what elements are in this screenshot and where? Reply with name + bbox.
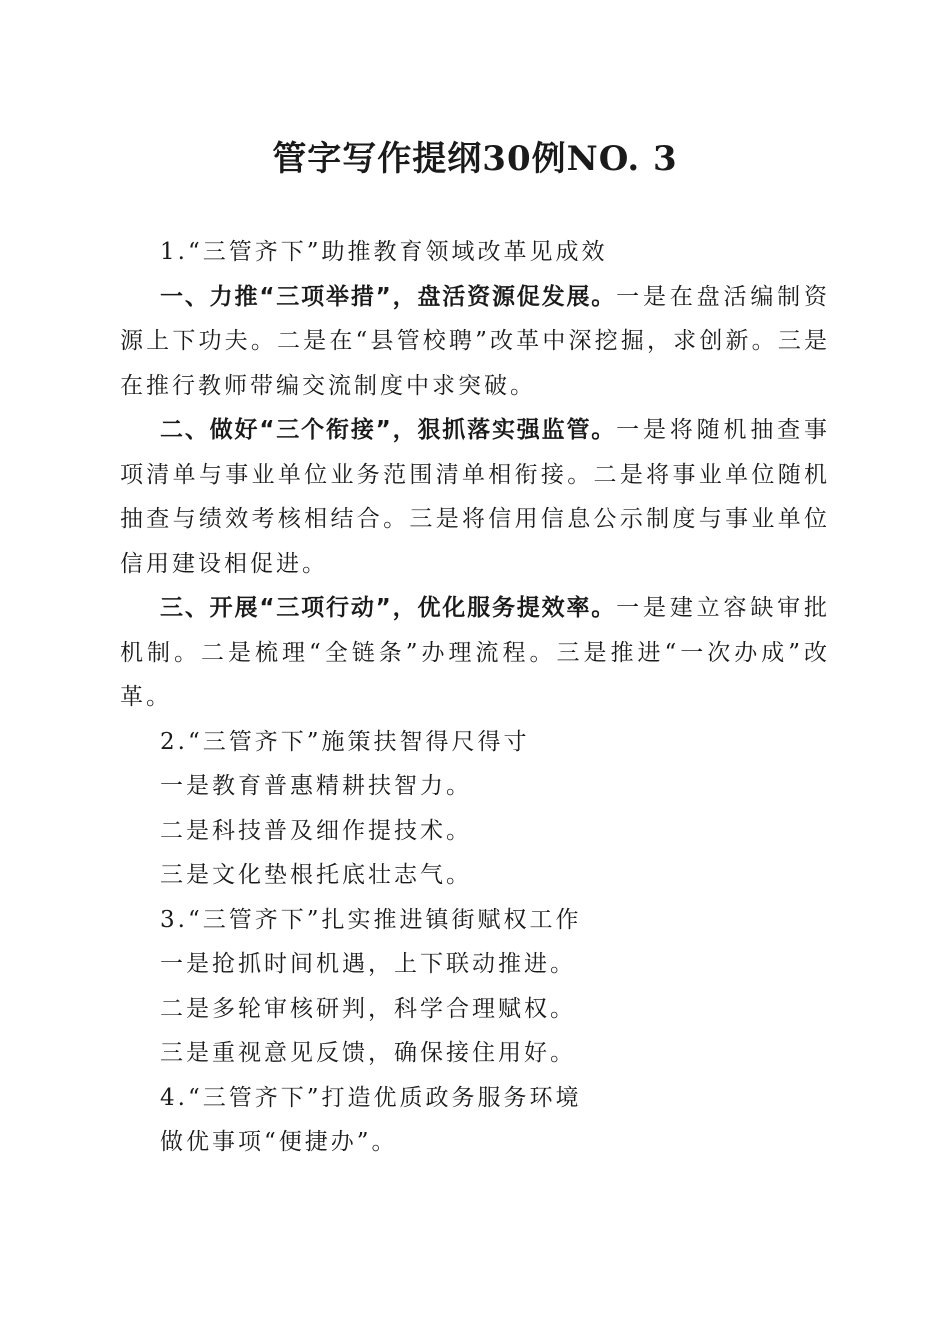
section-heading: 4.“三管齐下”打造优质政务服务环境 — [160, 1084, 582, 1111]
section-heading: 3.“三管齐下”扎实推进镇街赋权工作 — [160, 906, 582, 933]
list-item: 二是科技普及细作提技术。 — [160, 817, 472, 844]
paragraph-text: 一是将随机抽查事项清单与事业单位业务范围清单相衔接。二是将事业单位随机抽查与绩效考核相结合。三是将信用信息公示制度与事业单位信用建设相促进。 — [120, 417, 831, 577]
list-item: 二是多轮审核研判，科学合理赋权。 — [160, 995, 576, 1022]
paragraph-lead: 三、开展“三项行动”，优化服务提效率。 — [160, 595, 617, 621]
document-body — [120, 230, 830, 1165]
paragraph — [120, 408, 830, 586]
paragraph-text: 一是在盘活编制资源上下功夫。二是在“县管校聘”改革中深挖掘，求创新。三是在推行教师带编交流制度中求突破。 — [120, 283, 831, 399]
paragraph — [120, 586, 830, 720]
list-item: 做优事项“便捷办”。 — [160, 1129, 398, 1155]
list-item: 三是文化垫根托底壮志气。 — [160, 862, 472, 888]
list-item: 一是抢抓时间机遇，上下联动推进。 — [160, 951, 576, 977]
section-heading: 1.“三管齐下”助推教育领域改革见成效 — [160, 239, 608, 265]
list-item: 一是教育普惠精耕扶智力。 — [160, 773, 472, 799]
section-heading: 2.“三管齐下”施策扶智得尺得寸 — [160, 728, 530, 755]
paragraph-lead: 一、力推“三项举措”，盘活资源促发展。 — [160, 283, 617, 310]
document-title: 管字写作提纲30例NO. 3 — [272, 139, 678, 179]
list-item: 三是重视意见反馈，确保接住用好。 — [160, 1040, 576, 1066]
paragraph-text: 一是建立容缺审批机制。二是梳理“全链条”办理流程。三是推进“一次办成”改革。 — [120, 595, 831, 710]
paragraph-lead: 二、做好“三个衔接”，狠抓落实强监管。 — [160, 417, 617, 443]
paragraph — [120, 275, 830, 409]
